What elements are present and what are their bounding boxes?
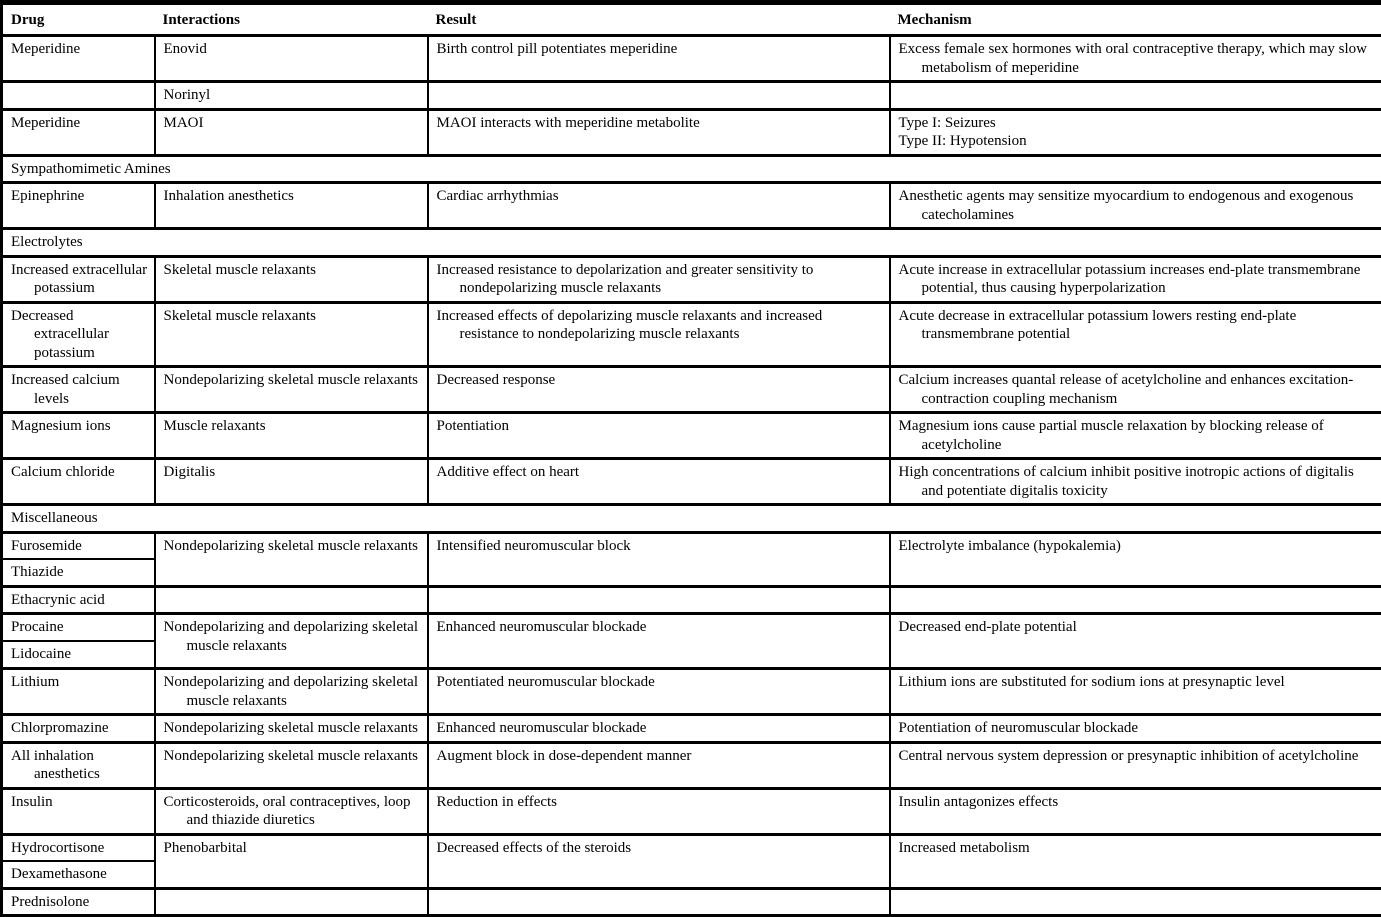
cell-interactions: Inhalation anesthetics [155, 183, 428, 229]
cell-interactions: Nondepolarizing and depolarizing skeletal muscle relaxants [155, 614, 428, 669]
cell-drug: Hydrocortisone [2, 834, 155, 861]
cell-drug: Calcium chloride [2, 459, 155, 505]
cell-interactions: Nondepolarizing and depolarizing skeletal muscle relaxants [155, 669, 428, 715]
section-label-miscellaneous: Miscellaneous [2, 505, 1381, 533]
cell-drug [2, 82, 155, 110]
cell-mechanism [890, 586, 1381, 614]
column-header-interactions: Interactions [155, 3, 428, 36]
cell-drug: Furosemide [2, 532, 155, 559]
cell-result: Augment block in dose-dependent manner [428, 742, 890, 788]
mechanism-type-1: Type I: Seizures [922, 114, 1377, 133]
cell-result: Potentiated neuromuscular blockade [428, 669, 890, 715]
cell-drug: Chlorpromazine [2, 715, 155, 743]
row-norinyl [2, 82, 1381, 110]
cell-result: Additive effect on heart [428, 459, 890, 505]
row-prednisolone [2, 888, 1381, 916]
cell-drug: Increased calcium levels [2, 367, 155, 413]
row-epinephrine [2, 183, 1381, 229]
cell-interactions [155, 888, 428, 916]
cell-result: Increased resistance to depolarization and greater sensitivity to nondepolarizing muscle relaxants [428, 256, 890, 302]
cell-result [428, 888, 890, 916]
cell-mechanism: Lithium ions are substituted for sodium ions at presynaptic level [890, 669, 1381, 715]
section-row-sympathomimetic-amines [2, 155, 1381, 183]
row-meperidine-maoi [2, 109, 1381, 155]
row-chlorpromazine [2, 715, 1381, 743]
cell-mechanism [890, 82, 1381, 110]
cell-mechanism: Excess female sex hormones with oral contraceptive therapy, which may slow metabolism of meperidine [890, 36, 1381, 82]
cell-mechanism [890, 888, 1381, 916]
cell-drug: Epinephrine [2, 183, 155, 229]
row-increased-extracellular-potassium [2, 256, 1381, 302]
cell-mechanism: Insulin antagonizes effects [890, 788, 1381, 834]
cell-drug: Insulin [2, 788, 155, 834]
row-lithium [2, 669, 1381, 715]
cell-drug: Procaine [2, 614, 155, 641]
cell-mechanism [890, 109, 1381, 155]
row-furosemide [2, 532, 1381, 559]
cell-drug: Increased extracellular potassium [2, 256, 155, 302]
cell-mechanism: Potentiation of neuromuscular blockade [890, 715, 1381, 743]
cell-drug: Meperidine [2, 109, 155, 155]
row-procaine [2, 614, 1381, 641]
cell-result: Potentiation [428, 413, 890, 459]
row-insulin [2, 788, 1381, 834]
cell-result: Enhanced neuromuscular blockade [428, 715, 890, 743]
row-decreased-extracellular-potassium [2, 302, 1381, 367]
cell-result [428, 82, 890, 110]
cell-interactions: Enovid [155, 36, 428, 82]
section-row-miscellaneous [2, 505, 1381, 533]
cell-drug: Ethacrynic acid [2, 586, 155, 614]
cell-mechanism: Central nervous system depression or presynaptic inhibition of acetylcholine [890, 742, 1381, 788]
row-magnesium-ions [2, 413, 1381, 459]
cell-result [428, 586, 890, 614]
cell-drug: Thiazide [2, 559, 155, 586]
section-row-electrolytes [2, 229, 1381, 257]
cell-result: Enhanced neuromuscular blockade [428, 614, 890, 669]
row-meperidine-enovid [2, 36, 1381, 82]
header-row [2, 3, 1381, 36]
cell-interactions: Nondepolarizing skeletal muscle relaxants [155, 367, 428, 413]
section-label-electrolytes: Electrolytes [2, 229, 1381, 257]
cell-result: MAOI interacts with meperidine metabolite [428, 109, 890, 155]
cell-mechanism: Electrolyte imbalance (hypokalemia) [890, 532, 1381, 586]
cell-interactions: Nondepolarizing skeletal muscle relaxants [155, 742, 428, 788]
section-label-sympathomimetic-amines: Sympathomimetic Amines [2, 155, 1381, 183]
row-calcium-chloride [2, 459, 1381, 505]
cell-interactions: Nondepolarizing skeletal muscle relaxants [155, 532, 428, 586]
cell-interactions: Corticosteroids, oral contraceptives, loop and thiazide diuretics [155, 788, 428, 834]
cell-result: Birth control pill potentiates meperidine [428, 36, 890, 82]
cell-mechanism: Anesthetic agents may sensitize myocardium to endogenous and exogenous catecholamines [890, 183, 1381, 229]
column-header-result: Result [428, 3, 890, 36]
cell-mechanism: Decreased end-plate potential [890, 614, 1381, 669]
cell-mechanism: Acute increase in extracellular potassium increases end-plate transmembrane potential, thus causing hyperpolarization [890, 256, 1381, 302]
cell-result: Decreased effects of the steroids [428, 834, 890, 888]
cell-mechanism: Magnesium ions cause partial muscle relaxation by blocking release of acetylcholine [890, 413, 1381, 459]
cell-interactions: Muscle relaxants [155, 413, 428, 459]
cell-interactions [155, 586, 428, 614]
cell-drug: Prednisolone [2, 888, 155, 916]
cell-result: Increased effects of depolarizing muscle relaxants and increased resistance to nondepolarizing muscle relaxants [428, 302, 890, 367]
cell-interactions: Skeletal muscle relaxants [155, 256, 428, 302]
mechanism-type-2: Type II: Hypotension [922, 132, 1377, 151]
column-header-drug: Drug [2, 3, 155, 36]
cell-mechanism: High concentrations of calcium inhibit positive inotropic actions of digitalis and potentiate digitalis toxicity [890, 459, 1381, 505]
cell-interactions: Skeletal muscle relaxants [155, 302, 428, 367]
cell-mechanism: Calcium increases quantal release of acetylcholine and enhances excitation-contraction coupling mechanism [890, 367, 1381, 413]
cell-interactions: Phenobarbital [155, 834, 428, 888]
cell-interactions: Digitalis [155, 459, 428, 505]
cell-result: Cardiac arrhythmias [428, 183, 890, 229]
cell-interactions: Norinyl [155, 82, 428, 110]
row-hydrocortisone [2, 834, 1381, 861]
column-header-mechanism: Mechanism [890, 3, 1381, 36]
cell-result: Intensified neuromuscular block [428, 532, 890, 586]
row-ethacrynic-acid [2, 586, 1381, 614]
cell-interactions: Nondepolarizing skeletal muscle relaxants [155, 715, 428, 743]
row-all-inhalation-anesthetics [2, 742, 1381, 788]
cell-drug: All inhalation anesthetics [2, 742, 155, 788]
row-increased-calcium-levels [2, 367, 1381, 413]
cell-result: Decreased response [428, 367, 890, 413]
cell-interactions: MAOI [155, 109, 428, 155]
cell-drug: Magnesium ions [2, 413, 155, 459]
cell-drug: Lidocaine [2, 641, 155, 669]
cell-result: Reduction in effects [428, 788, 890, 834]
cell-drug: Lithium [2, 669, 155, 715]
cell-mechanism: Increased metabolism [890, 834, 1381, 888]
cell-drug: Decreased extracellular potassium [2, 302, 155, 367]
cell-drug: Dexamethasone [2, 861, 155, 888]
cell-drug: Meperidine [2, 36, 155, 82]
cell-mechanism: Acute decrease in extracellular potassium lowers resting end-plate transmembrane potential [890, 302, 1381, 367]
